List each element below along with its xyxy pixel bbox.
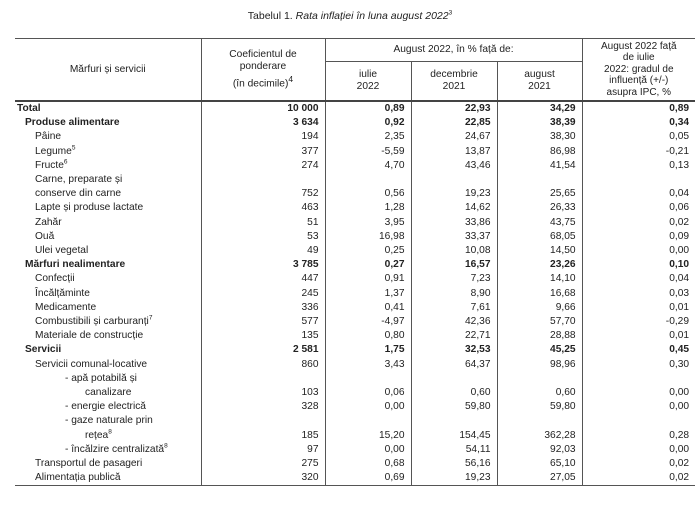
- table-row: [15, 429, 695, 443]
- row-label: canalizare: [15, 386, 201, 400]
- row-july-2022: 0,00: [325, 443, 411, 457]
- row-weight: 194: [201, 130, 325, 144]
- table-row: [15, 315, 695, 329]
- row-december-2021: 24,67: [411, 130, 497, 144]
- row-influence: [582, 414, 695, 428]
- row-influence: 0,00: [669, 245, 690, 257]
- row-july-2022: 2,35: [325, 130, 411, 144]
- row-influence: 0,05: [669, 131, 690, 143]
- row-weight: 274: [201, 159, 325, 173]
- row-july-2022: 0,92: [325, 116, 411, 130]
- row-label: - încălzire centralizată$^8$: [15, 443, 201, 457]
- row-label: rețea$^8$: [15, 429, 201, 443]
- row-december-2021: 7,61: [411, 301, 497, 315]
- row-july-2022: 1,37: [325, 287, 411, 301]
- row-weight: 49: [201, 244, 325, 258]
- table-row: [15, 173, 695, 187]
- row-weight: 377: [201, 145, 325, 159]
- row-label: conserve din carne: [15, 187, 201, 201]
- row-label: Servicii comunal-locative: [15, 358, 201, 372]
- row-weight: 51: [201, 216, 325, 230]
- row-december-2021: 13,87: [411, 145, 497, 159]
- row-weight: 185: [201, 429, 325, 443]
- row-weight: 2 581: [201, 343, 325, 357]
- row-august-2021: 28,88: [497, 329, 582, 343]
- row-weight: 328: [201, 400, 325, 414]
- row-august-2021: 92,03: [497, 443, 582, 457]
- header-august-group: August 2022, în % față de:: [325, 39, 582, 62]
- row-august-2021: 27,05: [497, 471, 582, 486]
- row-december-2021: 54,11: [411, 443, 497, 457]
- row-july-2022: [325, 414, 411, 428]
- row-july-2022: -5,59: [325, 145, 411, 159]
- row-december-2021: 22,85: [411, 116, 497, 130]
- row-july-2022: 4,70: [325, 159, 411, 173]
- header-weight: Coeficientul de ponderare (în decimile)$^4$: [201, 39, 325, 102]
- row-august-2021: 98,96: [497, 358, 582, 372]
- table-title-prefix: Tabelul 1.: [247, 10, 293, 22]
- row-influence: 0,00: [669, 387, 690, 399]
- row-weight: 53: [201, 230, 325, 244]
- row-label: Alimentația publică: [15, 471, 201, 486]
- table-row: [15, 187, 695, 201]
- row-august-2021: [497, 173, 582, 187]
- row-influence: 0,02: [582, 471, 695, 486]
- row-july-2022: 0,69: [325, 471, 411, 486]
- row-influence: 0,00: [669, 443, 690, 455]
- row-december-2021: 64,37: [411, 358, 497, 372]
- row-label: Pâine: [15, 130, 201, 144]
- row-label: Confecții: [15, 272, 201, 286]
- row-august-2021: 57,70: [497, 315, 582, 329]
- row-december-2021: [411, 372, 497, 386]
- row-december-2021: 19,23: [411, 471, 497, 486]
- row-weight: [201, 173, 325, 187]
- row-december-2021: 33,37: [411, 230, 497, 244]
- table-title: [0, 10, 700, 22]
- row-december-2021: 33,86: [411, 216, 497, 230]
- table-row: [15, 287, 695, 301]
- row-july-2022: 3,95: [325, 216, 411, 230]
- row-december-2021: 154,45: [411, 429, 497, 443]
- row-weight: 447: [201, 272, 325, 286]
- row-label: - apă potabilă și: [15, 372, 201, 386]
- row-weight: 275: [201, 457, 325, 471]
- row-july-2022: 15,20: [325, 429, 411, 443]
- row-label: Transportul de pasageri: [15, 457, 201, 471]
- row-july-2022: 0,41: [325, 301, 411, 315]
- table-row: [15, 230, 695, 244]
- row-influence: 0,00: [669, 401, 690, 413]
- row-august-2021: 65,10: [497, 457, 582, 471]
- row-december-2021: 14,62: [411, 201, 497, 215]
- row-weight: 860: [201, 358, 325, 372]
- row-influence: -0,29: [665, 316, 690, 328]
- table-row: [15, 372, 695, 386]
- row-weight: 103: [201, 386, 325, 400]
- row-august-2021: 34,29: [497, 101, 582, 116]
- row-december-2021: 10,08: [411, 244, 497, 258]
- row-influence: 0,04: [669, 273, 690, 285]
- row-july-2022: 0,06: [325, 386, 411, 400]
- table-title-footnote: 3: [448, 9, 453, 17]
- row-august-2021: 38,30: [497, 130, 582, 144]
- row-august-2021: 9,66: [497, 301, 582, 315]
- row-weight: 245: [201, 287, 325, 301]
- row-december-2021: [411, 414, 497, 428]
- row-december-2021: 43,46: [411, 159, 497, 173]
- row-july-2022: -4,97: [325, 315, 411, 329]
- row-july-2022: 0,89: [325, 101, 411, 116]
- row-influence: 0,09: [669, 230, 690, 242]
- row-august-2021: 0,60: [497, 386, 582, 400]
- row-label: Încălțăminte: [15, 287, 201, 301]
- table-row: [15, 358, 695, 372]
- row-august-2021: 43,75: [497, 216, 582, 230]
- row-weight: 3 785: [201, 258, 325, 272]
- row-label: Mărfuri nealimentare: [15, 258, 201, 272]
- table-row: [15, 301, 695, 315]
- row-label: - energie electrică: [15, 400, 201, 414]
- table-row: [15, 471, 695, 486]
- row-august-2021: [497, 372, 582, 386]
- row-weight: 577: [201, 315, 325, 329]
- row-december-2021: 56,16: [411, 457, 497, 471]
- header-influence: August 2022 față de iulie 2022: gradul de influență (+/-) asupra IPC, %: [582, 39, 695, 102]
- row-label: Total: [15, 101, 201, 116]
- row-label: - gaze naturale prin: [15, 414, 201, 428]
- row-influence: 0,03: [669, 287, 690, 299]
- row-july-2022: 0,91: [325, 272, 411, 286]
- row-december-2021: 8,90: [411, 287, 497, 301]
- row-influence: 0,04: [669, 188, 690, 200]
- table-title-text: Rata inflației în luna august 2022: [295, 10, 449, 22]
- row-august-2021: 23,26: [497, 258, 582, 272]
- row-august-2021: 14,10: [497, 272, 582, 286]
- row-weight: 463: [201, 201, 325, 215]
- row-december-2021: 7,23: [411, 272, 497, 286]
- row-influence: 0,34: [669, 117, 690, 129]
- row-label: Fructe$^6$: [15, 159, 201, 173]
- row-august-2021: 38,39: [497, 116, 582, 130]
- row-weight: [201, 372, 325, 386]
- table-row: [15, 101, 695, 116]
- row-weight: 336: [201, 301, 325, 315]
- row-december-2021: [411, 173, 497, 187]
- row-december-2021: 22,93: [411, 101, 497, 116]
- row-label: Ulei vegetal: [15, 244, 201, 258]
- row-label: Produse alimentare: [15, 116, 201, 130]
- row-label: Servicii: [15, 343, 201, 357]
- table-row: [15, 329, 695, 343]
- row-label: Medicamente: [15, 301, 201, 315]
- row-august-2021: 14,50: [497, 244, 582, 258]
- row-weight: 135: [201, 329, 325, 343]
- row-influence: 0,01: [669, 330, 690, 342]
- row-influence: 0,10: [669, 259, 690, 271]
- table-row: [15, 145, 695, 159]
- table-row: [15, 244, 695, 258]
- inflation-table: [15, 38, 695, 486]
- row-august-2021: 41,54: [497, 159, 582, 173]
- row-july-2022: 0,80: [325, 329, 411, 343]
- row-influence: 0,45: [669, 344, 690, 356]
- row-label: Materiale de construcție: [15, 329, 201, 343]
- table-row: [15, 130, 695, 144]
- row-july-2022: 1,75: [325, 343, 411, 357]
- row-influence: [582, 173, 695, 187]
- row-label: Lapte și produse lactate: [15, 201, 201, 215]
- row-december-2021: 32,53: [411, 343, 497, 357]
- row-august-2021: 26,33: [497, 201, 582, 215]
- table-row: [15, 443, 695, 457]
- table-row: [15, 258, 695, 272]
- row-influence: 0,13: [669, 159, 690, 171]
- row-december-2021: 16,57: [411, 258, 497, 272]
- row-influence: 0,89: [669, 103, 690, 114]
- row-august-2021: 45,25: [497, 343, 582, 357]
- row-december-2021: 0,60: [411, 386, 497, 400]
- row-december-2021: 22,71: [411, 329, 497, 343]
- row-august-2021: 16,68: [497, 287, 582, 301]
- row-influence: -0,21: [665, 145, 690, 157]
- row-august-2021: 59,80: [497, 400, 582, 414]
- header-december-2021: decembrie 2021: [411, 62, 497, 102]
- row-july-2022: [325, 173, 411, 187]
- row-july-2022: 0,25: [325, 244, 411, 258]
- table-row: [15, 343, 695, 357]
- row-july-2022: 16,98: [325, 230, 411, 244]
- row-july-2022: 0,00: [325, 400, 411, 414]
- table-row: [15, 386, 695, 400]
- row-december-2021: 19,23: [411, 187, 497, 201]
- row-august-2021: [497, 414, 582, 428]
- row-august-2021: 86,98: [497, 145, 582, 159]
- row-influence: 0,30: [669, 358, 690, 370]
- row-label: Zahăr: [15, 216, 201, 230]
- row-influence: 0,06: [669, 202, 690, 214]
- table-row: [15, 216, 695, 230]
- row-august-2021: 362,28: [497, 429, 582, 443]
- header-goods-services: Mărfuri și servicii: [15, 39, 201, 102]
- table-row: [15, 116, 695, 130]
- row-december-2021: 42,36: [411, 315, 497, 329]
- row-weight: 97: [201, 443, 325, 457]
- row-december-2021: 59,80: [411, 400, 497, 414]
- header-august-2021: august 2021: [497, 62, 582, 102]
- row-august-2021: 25,65: [497, 187, 582, 201]
- row-july-2022: 0,56: [325, 187, 411, 201]
- table-row: [15, 159, 695, 173]
- header-july-2022: iulie 2022: [325, 62, 411, 102]
- row-label: Combustibili și carburanți$^7$: [15, 315, 201, 329]
- table-row: [15, 414, 695, 428]
- row-influence: 0,28: [669, 429, 690, 441]
- row-influence: 0,01: [669, 301, 690, 313]
- row-label: Carne, preparate și: [15, 173, 201, 187]
- row-weight: 10 000: [201, 101, 325, 116]
- row-influence: 0,02: [669, 216, 690, 228]
- row-influence: 0,02: [669, 458, 690, 470]
- row-label: Legume$^5$: [15, 145, 201, 159]
- row-july-2022: 0,27: [325, 258, 411, 272]
- table-row: [15, 457, 695, 471]
- row-label: Ouă: [15, 230, 201, 244]
- row-influence: [582, 372, 695, 386]
- table-row: [15, 400, 695, 414]
- row-weight: 752: [201, 187, 325, 201]
- row-weight: 3 634: [201, 116, 325, 130]
- row-weight: 320: [201, 471, 325, 486]
- row-august-2021: 68,05: [497, 230, 582, 244]
- table-row: [15, 272, 695, 286]
- row-july-2022: [325, 372, 411, 386]
- table-row: [15, 201, 695, 215]
- row-weight: [201, 414, 325, 428]
- row-july-2022: 1,28: [325, 201, 411, 215]
- row-july-2022: 3,43: [325, 358, 411, 372]
- row-july-2022: 0,68: [325, 457, 411, 471]
